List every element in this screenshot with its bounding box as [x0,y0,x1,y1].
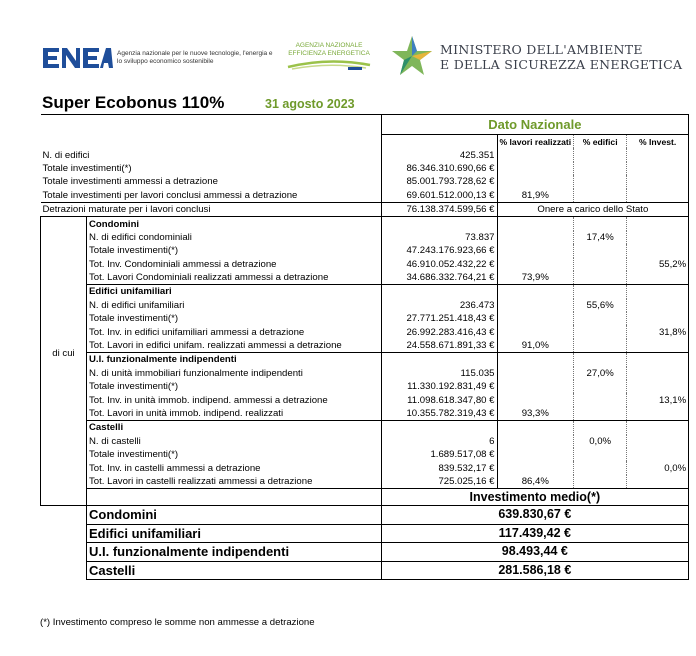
row-edifici [574,148,627,161]
row-value: 839.532,17 € [381,461,497,474]
row-invest [627,407,689,421]
row-edifici [574,271,627,285]
table-row [41,162,689,175]
row-lavori [497,380,574,393]
table-row [41,339,689,353]
medio-label: Edifici unifamiliari [87,524,382,543]
row-lavori [497,231,574,244]
medio-label: Castelli [87,561,382,580]
report-date: 31 agosto 2023 [265,97,355,111]
row-lavori [497,435,574,448]
row-edifici [574,258,627,271]
row-edifici [574,461,627,474]
row-label: Totale investimenti(*) [42,162,132,174]
row-label: Tot. Lavori Condominiali realizzati ammessi a detrazione [87,271,382,285]
row-value: 73.837 [381,231,497,244]
table-row [41,299,689,312]
group-header: Dato Nazionale [381,115,689,135]
row-edifici [574,325,627,338]
row-edifici [574,189,627,203]
ministry-name [440,42,682,72]
col-edifici: % edifici [574,135,627,149]
table-row [41,258,689,271]
row-value: 34.686.332.764,21 € [381,271,497,285]
row-invest [627,435,689,448]
medio-value: 281.586,18 € [381,561,689,580]
medio-row [41,543,689,562]
row-label: Totale investimenti per lavori conclusi ammessi a detrazione [42,189,298,201]
row-value: 425.351 [381,148,497,161]
spacer [41,543,87,562]
spacer [574,421,627,435]
row-edifici: 27,0% [574,367,627,380]
row-lavori [497,312,574,325]
row-edifici [574,339,627,353]
spacer [381,421,497,435]
spacer [627,285,689,299]
section-heading-row [41,217,689,231]
row-lavori [497,448,574,461]
medio-row [41,506,689,525]
agency-line2: EFFICIENZA ENERGETICA [288,49,370,57]
table-row [41,231,689,244]
row-edifici [574,475,627,489]
row-edifici: 17,4% [574,231,627,244]
row-value: 1.689.517,08 € [381,448,497,461]
row-value: 725.025,16 € [381,475,497,489]
row-invest [627,162,689,175]
row-edifici: 0,0% [574,435,627,448]
row-invest: 13,1% [627,393,689,406]
row-value: 236.473 [381,299,497,312]
table-row [41,175,689,188]
spacer [497,353,574,367]
row-label: N. di edifici condominiali [87,231,382,244]
medio-value: 98.493,44 € [381,543,689,562]
di-cui-label: di cui [41,217,87,489]
row-invest [627,448,689,461]
row-lavori [497,175,574,188]
table-row [41,271,689,285]
row-invest [627,175,689,188]
ministry-line2: E DELLA SICUREZZA ENERGETICA [440,57,683,72]
medio-row [41,561,689,580]
table-row [41,475,689,489]
agency-logo [284,42,374,71]
row-label: Tot. Inv. in castelli ammessi a detrazione [87,461,382,474]
row-lavori: 81,9% [497,189,574,203]
row-edifici [574,393,627,406]
medio-value: 639.830,67 € [381,506,689,525]
col-invest: % Invest. [627,135,689,149]
spacer [381,217,497,231]
table-row [41,325,689,338]
enea-tagline: Agenzia nazionale per le nuove tecnologie, l'energia e lo sviluppo economico sostenibile [117,50,273,65]
section-heading-row [41,285,689,299]
spacer [381,353,497,367]
detrazioni-label: Detrazioni maturate per i lavori conclusi [41,202,382,216]
row-invest: 31,8% [627,325,689,338]
spacer [627,353,689,367]
section-heading: Condomini [87,217,382,231]
row-invest [627,367,689,380]
detrazioni-note: Onere a carico dello Stato [497,202,689,216]
table-row [41,448,689,461]
medio-header: Investimento medio(*) [381,489,689,506]
row-label: N. di edifici unifamiliari [87,299,382,312]
table-row [41,393,689,406]
spacer [497,421,574,435]
row-edifici [574,380,627,393]
medio-label: Condomini [87,506,382,525]
spacer [627,217,689,231]
table-row [41,189,689,203]
spacer [41,561,87,580]
footnote: (*) Investimento compreso le somme non ammesse a detrazione [40,617,315,628]
table-row [41,461,689,474]
row-label: Tot. Lavori in unità immob. indipend. realizzati [87,407,382,421]
row-lavori: 93,3% [497,407,574,421]
section-heading-row [41,421,689,435]
row-label: Totale investimenti(*) [87,244,382,257]
row-label: N. di edifici [42,149,90,161]
row-label: Totale investimenti(*) [87,448,382,461]
row-invest [627,380,689,393]
data-table [40,114,689,580]
row-invest: 55,2% [627,258,689,271]
row-label: Tot. Inv. Condominiali ammessi a detrazione [87,258,382,271]
row-value: 85.001.793.728,62 € [381,175,497,188]
row-lavori [497,299,574,312]
row-value: 10.355.782.319,43 € [381,407,497,421]
row-invest [627,189,689,203]
row-value: 69.601.512.000,13 € [381,189,497,203]
row-value: 47.243.176.923,66 € [381,244,497,257]
row-lavori [497,461,574,474]
row-label: Totale investimenti ammessi a detrazione [42,176,218,188]
table-row [41,312,689,325]
row-lavori: 73,9% [497,271,574,285]
medio-row [41,524,689,543]
row-label: Totale investimenti(*) [87,312,382,325]
medio-value: 117.439,42 € [381,524,689,543]
row-label: Tot. Inv. in unità immob. indipend. ammessi a detrazione [87,393,382,406]
row-value: 6 [381,435,497,448]
row-label: Tot. Lavori in castelli realizzati ammessi a detrazione [87,475,382,489]
row-edifici [574,175,627,188]
header [0,0,696,90]
row-label: N. di unità immobiliari funzionalmente indipendenti [87,367,382,380]
agency-swoosh-icon [286,59,372,71]
spacer [41,524,87,543]
row-value: 115.035 [381,367,497,380]
row-invest [627,312,689,325]
row-lavori [497,393,574,406]
row-value: 11.330.192.831,49 € [381,380,497,393]
row-edifici [574,448,627,461]
row-invest [627,231,689,244]
row-lavori [497,367,574,380]
spacer [381,285,497,299]
row-invest: 0,0% [627,461,689,474]
row-edifici [574,312,627,325]
row-value: 27.771.251.418,43 € [381,312,497,325]
row-label: Tot. Lavori in edifici unifam. realizzati ammessi a detrazione [87,339,382,353]
table-row [41,380,689,393]
row-lavori [497,244,574,257]
row-lavori: 86,4% [497,475,574,489]
detrazioni-value: 76.138.374.599,56 € [381,202,497,216]
spacer [497,217,574,231]
ministry-star-icon [390,34,434,78]
ministry-line1: MINISTERO DELL'AMBIENTE [440,42,643,57]
row-label: Tot. Inv. in edifici unifamiliari ammessi a detrazione [87,325,382,338]
row-label: N. di castelli [87,435,382,448]
table-row [41,435,689,448]
row-edifici: 55,6% [574,299,627,312]
table-row [41,407,689,421]
spacer [497,285,574,299]
row-lavori [497,148,574,161]
row-invest [627,148,689,161]
row-value: 26.992.283.416,43 € [381,325,497,338]
row-value: 11.098.618.347,80 € [381,393,497,406]
row-invest [627,339,689,353]
agency-line1: AGENZIA NAZIONALE [295,42,363,49]
spacer [627,421,689,435]
col-lavori: % lavori realizzati [497,135,574,149]
row-lavori [497,162,574,175]
row-label: Totale investimenti(*) [87,380,382,393]
medio-label: U.I. funzionalmente indipendenti [87,543,382,562]
spacer [574,353,627,367]
enea-logo [43,46,113,70]
section-heading-row [41,353,689,367]
row-edifici [574,162,627,175]
row-lavori [497,325,574,338]
spacer [574,285,627,299]
row-lavori [497,258,574,271]
row-value: 46.910.052.432,22 € [381,258,497,271]
page-title: Super Ecobonus 110% [42,93,225,112]
row-invest [627,271,689,285]
table-row [41,367,689,380]
table-row [41,244,689,257]
section-heading: Edifici unifamiliari [87,285,382,299]
row-invest [627,475,689,489]
row-value: 86.346.310.690,66 € [381,162,497,175]
table-row [41,148,689,161]
row-invest [627,244,689,257]
section-heading: U.I. funzionalmente indipendenti [87,353,382,367]
spacer [574,217,627,231]
row-edifici [574,407,627,421]
row-lavori: 91,0% [497,339,574,353]
row-value: 24.558.671.891,33 € [381,339,497,353]
row-invest [627,299,689,312]
section-heading: Castelli [87,421,382,435]
row-edifici [574,244,627,257]
spacer [41,506,87,525]
